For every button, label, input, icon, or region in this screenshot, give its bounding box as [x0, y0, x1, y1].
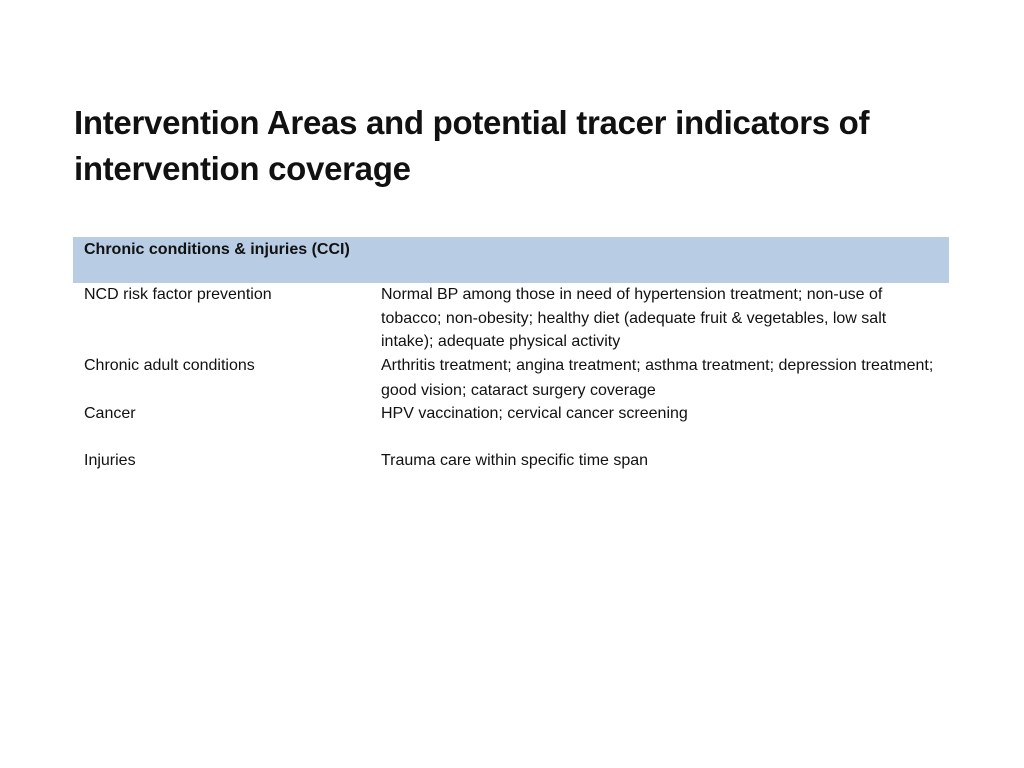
intervention-table — [73, 237, 949, 469]
table-header: Chronic conditions & injuries (CCI) — [73, 237, 949, 283]
intervention-area-cell: Chronic adult conditions — [84, 357, 255, 374]
tracer-indicators-cell: Trauma care within specific time span — [381, 452, 649, 469]
slide-title: Intervention Areas and potential tracer indicators of intervention coverage — [74, 104, 870, 187]
tracer-indicators-cell: Arthritis treatment; angina treatment; asthma treatment; depression treatment; good vision; cataract surgery coverage — [381, 357, 934, 399]
tracer-indicators-cell: HPV vaccination; cervical cancer screening — [381, 405, 688, 422]
tracer-indicators-cell: Normal BP among those in need of hypertension treatment; non-use of tobacco; non-obesity; healthy diet (adequate fruit & vegetables, low salt intake); adequate physical activity — [381, 286, 887, 350]
intervention-area-cell: NCD risk factor prevention — [84, 286, 272, 303]
intervention-area-cell: Injuries — [84, 452, 136, 469]
intervention-area-cell: Cancer — [84, 405, 136, 422]
